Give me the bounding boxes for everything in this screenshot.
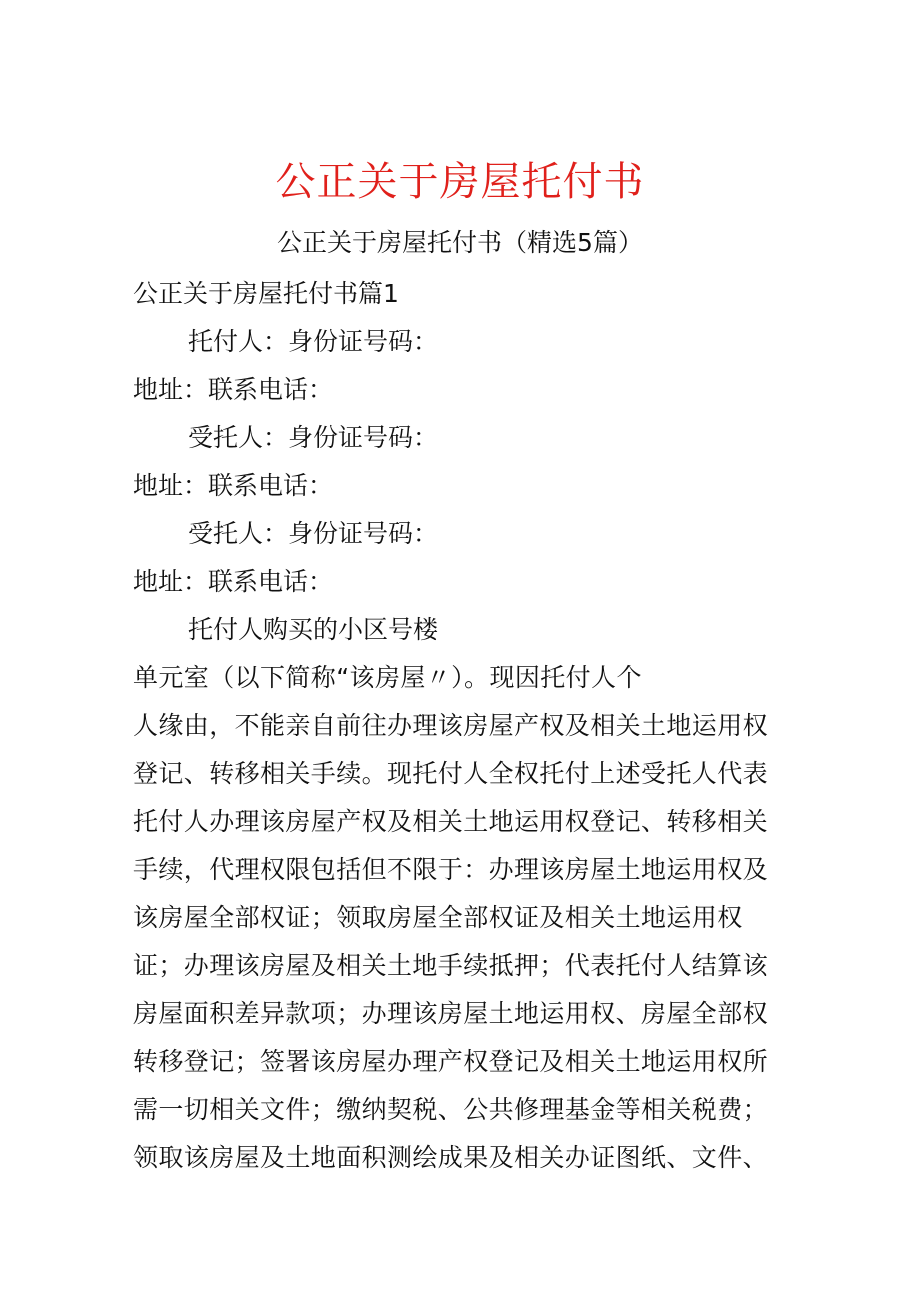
body-line: 该房屋全部权证；领取房屋全部权证及相关土地运用权 (133, 903, 743, 932)
document-subtitle: 公正关于房屋托付书（精选5篇） (277, 228, 643, 257)
party-line: 地址：联系电话： (133, 567, 334, 596)
body-line: 房屋面积差异款项；办理该房屋土地运用权、房屋全部权 (133, 999, 769, 1028)
body-line: 托付人购买的小区号楼 (188, 615, 439, 644)
body-line: 人缘由，不能亲自前往办理该房屋产权及相关土地运用权 (133, 711, 769, 740)
section-heading: 公正关于房屋托付书篇1 (133, 279, 399, 308)
party-line: 受托人：身份证号码： (188, 519, 439, 548)
party-line: 托付人：身份证号码： (188, 327, 439, 356)
body-line: 单元室（以下简称“该房屋〃）。现因托付人个 (133, 663, 642, 692)
party-line: 受托人：身份证号码： (188, 423, 439, 452)
body-line: 领取该房屋及土地面积测绘成果及相关办证图纸、文件、 (133, 1143, 769, 1172)
document-title: 公正关于房屋托付书 (275, 159, 645, 205)
body-line: 托付人办理该房屋产权及相关土地运用权登记、转移相关 (133, 807, 769, 836)
body-line: 证；办理该房屋及相关土地手续抵押；代表托付人结算该 (133, 951, 769, 980)
party-line: 地址：联系电话： (133, 471, 334, 500)
body-line: 转移登记；签署该房屋办理产权登记及相关土地运用权所 (133, 1047, 769, 1076)
party-line: 地址：联系电话： (133, 375, 334, 404)
body-line: 手续，代理权限包括但不限于：办理该房屋土地运用权及 (133, 855, 769, 884)
body-line: 需一切相关文件；缴纳契税、公共修理基金等相关税费； (133, 1095, 769, 1124)
body-line: 登记、转移相关手续。现托付人全权托付上述受托人代表 (133, 759, 769, 788)
